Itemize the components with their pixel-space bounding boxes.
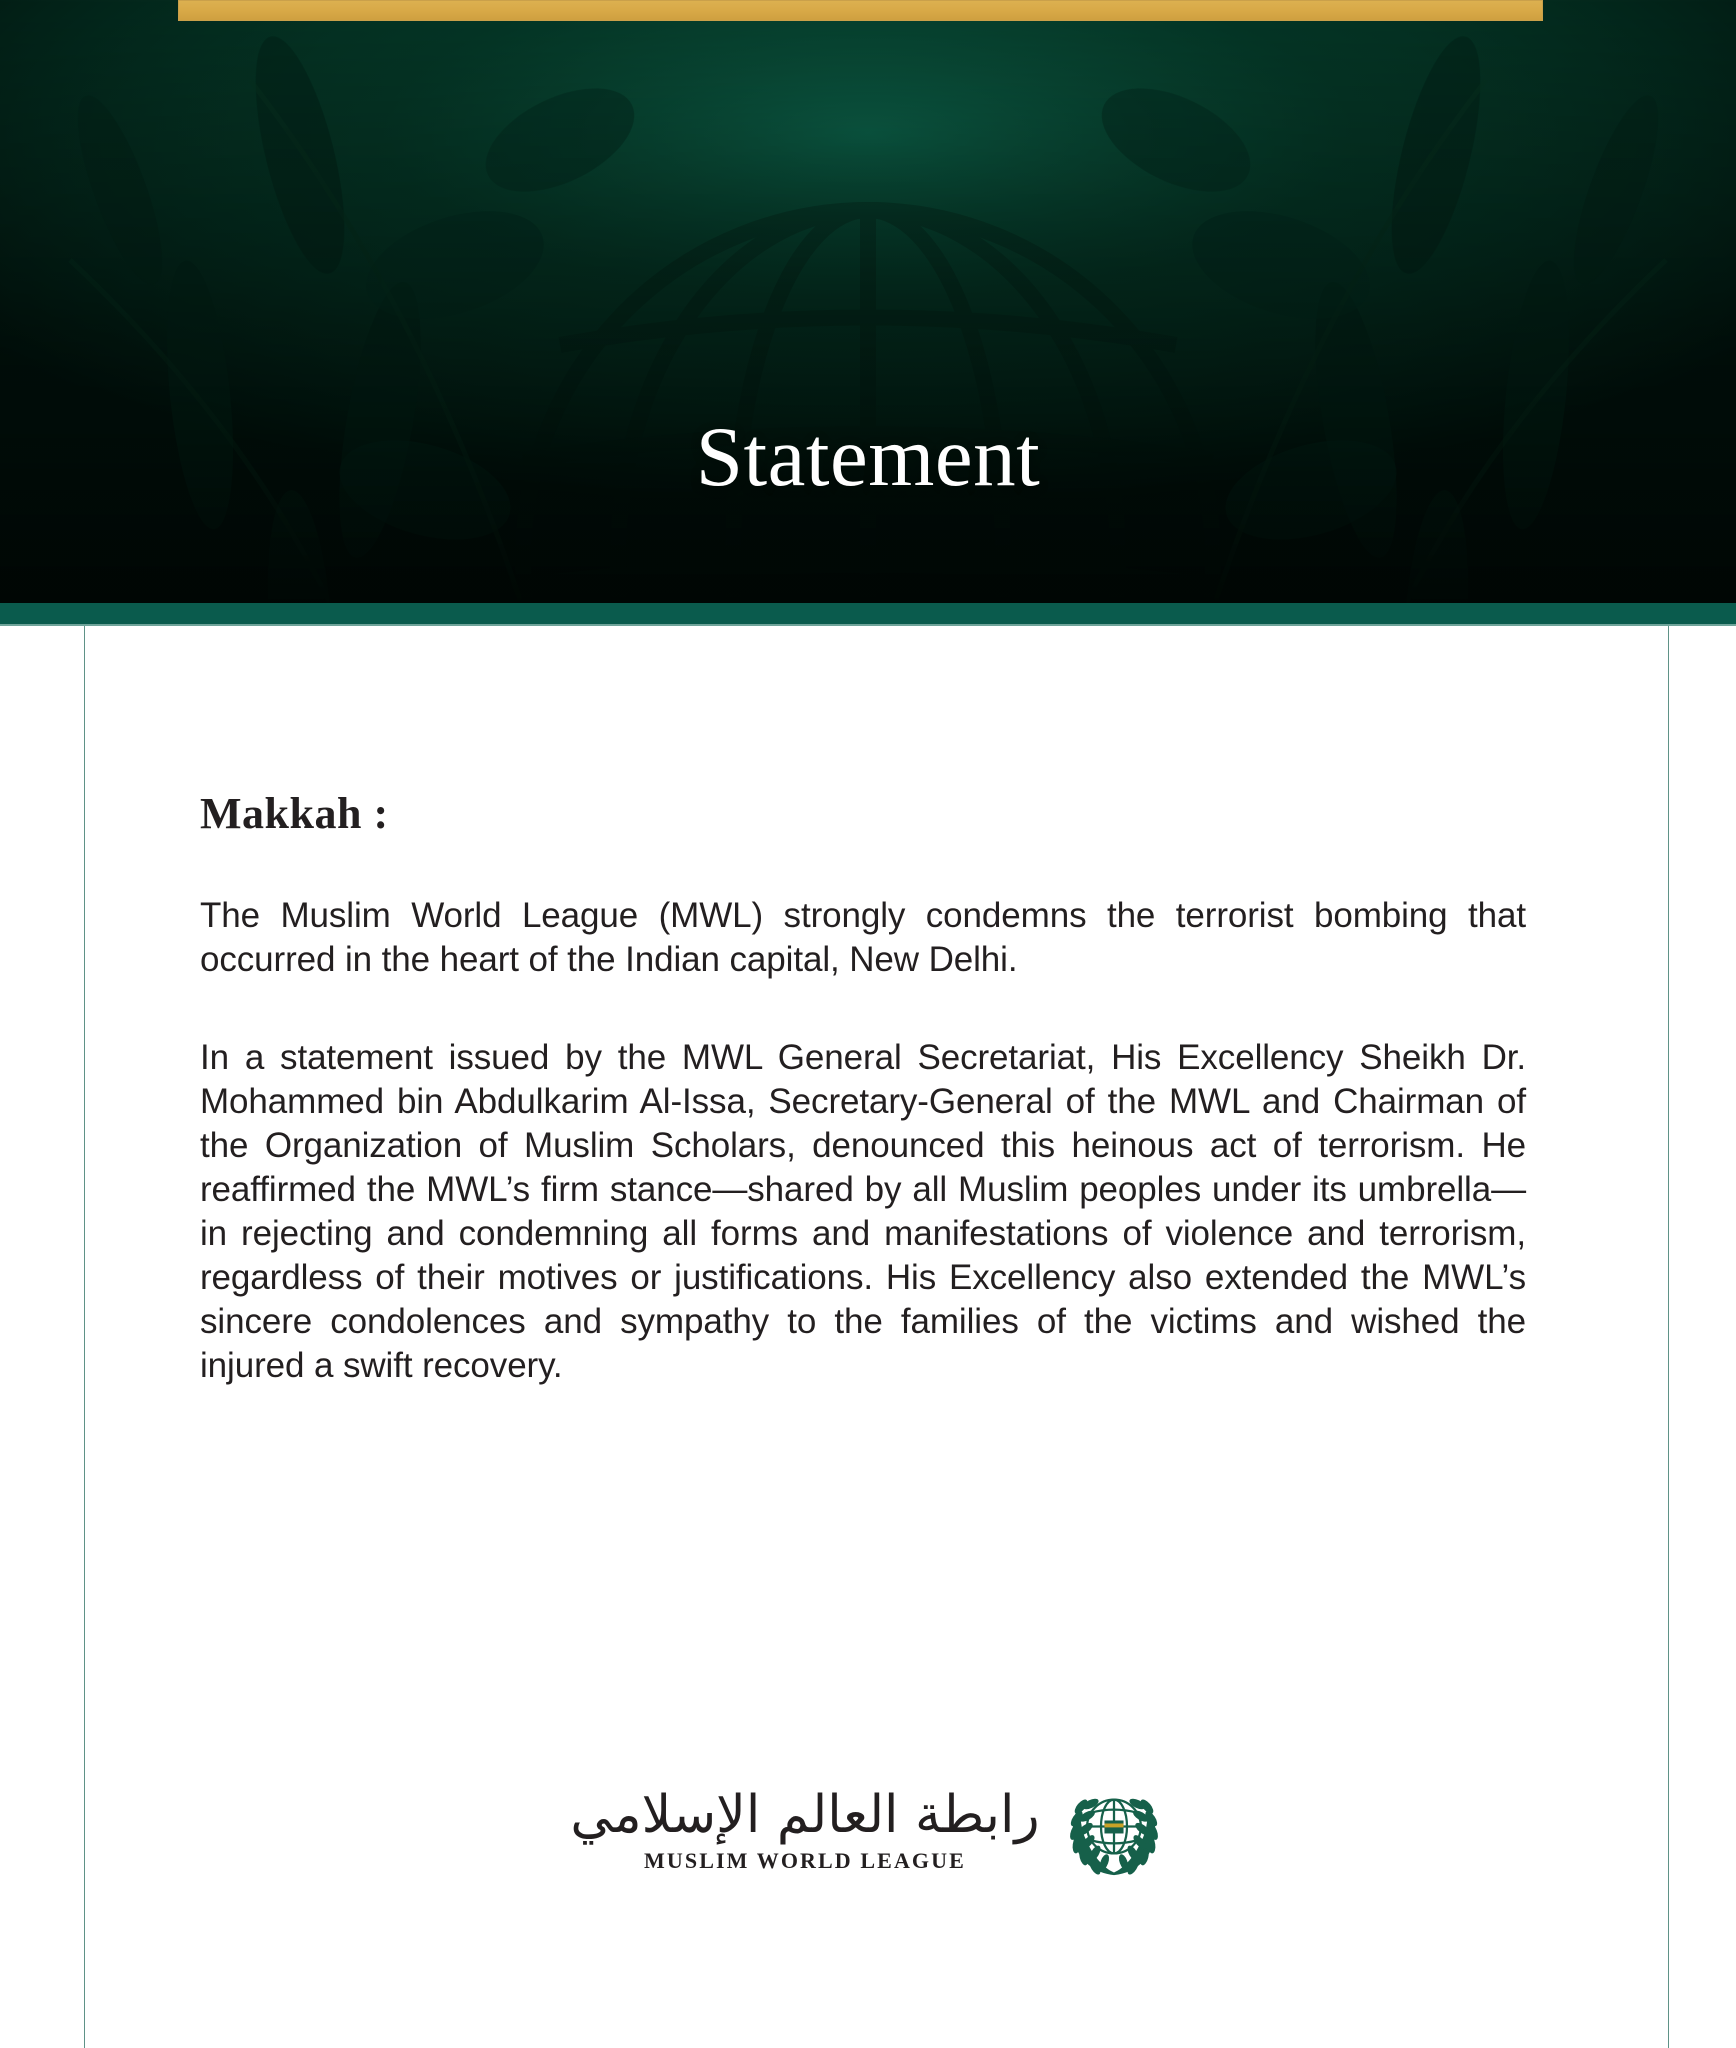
header-background-motif: [0, 0, 1736, 603]
logo-wordmark: [570, 1786, 1039, 1874]
organization-logo: [0, 1778, 1736, 1882]
arabic-wordmark: رابطة العالم الإسلامي: [570, 1784, 1040, 1845]
page-title: Statement: [695, 410, 1041, 504]
dateline-heading: Makkah :: [200, 789, 389, 838]
globe-laurel-wreath-emblem: [1062, 1778, 1166, 1882]
document-body: [200, 626, 1526, 1388]
teal-divider-band: [0, 603, 1736, 626]
gold-accent-bar: [178, 0, 1543, 21]
latin-wordmark: MUSLIM WORLD LEAGUE: [644, 1848, 966, 1874]
statement-paragraph-2: In a statement issued by the MWL General Secretariat, His Excellency Sheikh Dr. Mohammed bin Abdulkarim Al-Issa, Secretary-General of the MWL and Chairman of the Organization of Muslim Scholars, denounced this heinous act of terrorism. He reaffirmed the MWL’s firm stance—shared by all Muslim peoples under its umbrella—in rejecting and condemning all forms and manifestations of violence and terrorism, regardless of their motives or justifications. His Excellency also extended the MWL’s sincere condolences and sympathy to the families of the victims and wished the injured a swift recovery.: [200, 1037, 1526, 1386]
statement-paragraph-1: The Muslim World League (MWL) strongly condemns the terrorist bombing that occurred in the heart of the Indian capital, New Delhi.: [200, 896, 1526, 980]
header-banner: [0, 0, 1736, 603]
